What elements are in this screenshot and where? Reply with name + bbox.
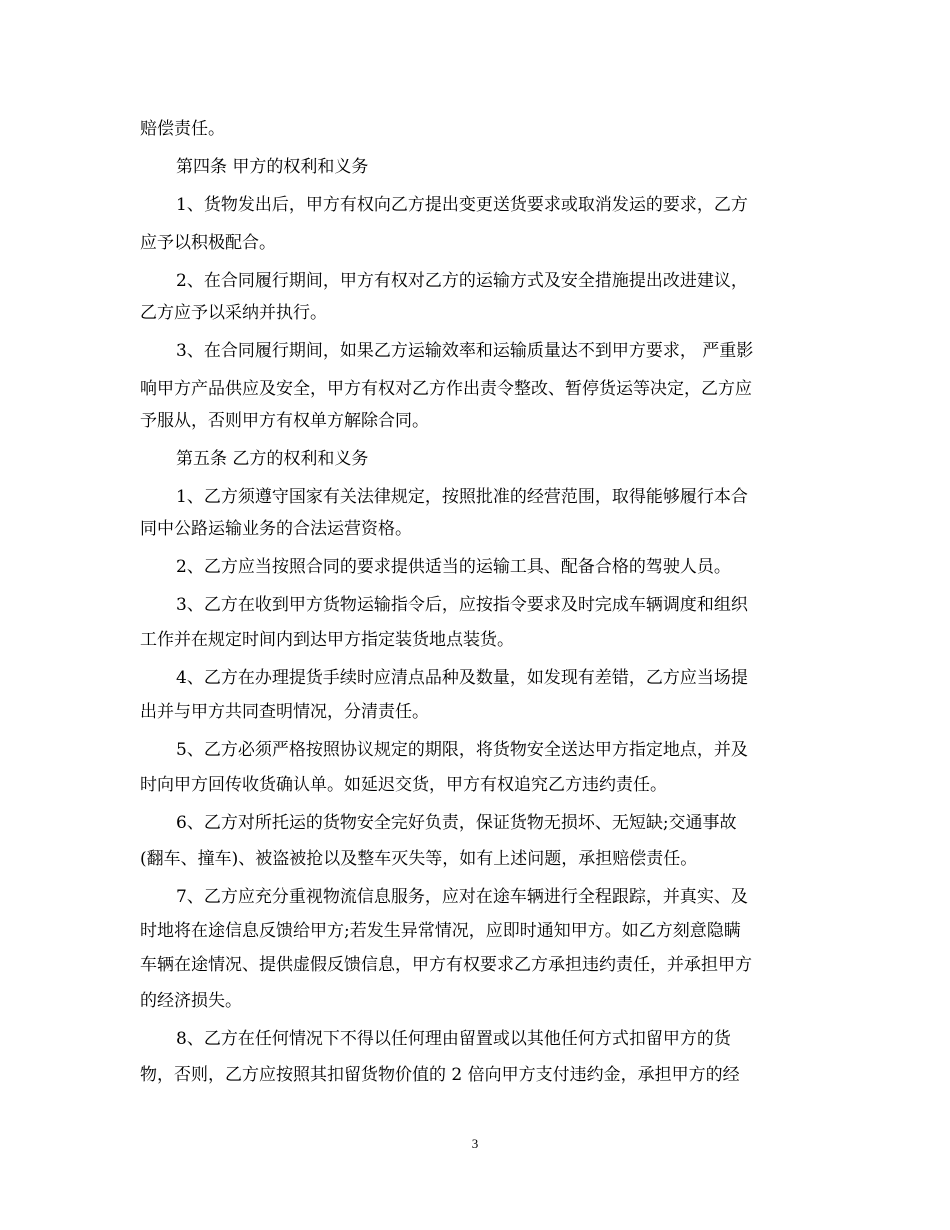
text-line: 时地将在途信息反馈给甲方;若发生异常情况，应即时通知甲方。如乙方刻意隐瞒 [140, 921, 741, 941]
text-line: 的经济损失。 [140, 991, 242, 1011]
section-heading: 第五条 乙方的权利和义务 [176, 449, 369, 469]
text-line: 工作并在规定时间内到达甲方指定装货地点装货。 [140, 630, 514, 650]
text-line: 出并与甲方共同查明情况，分清责任。 [140, 702, 429, 722]
text-line: 响甲方产品供应及安全，甲方有权对乙方作出责令整改、暂停货运等决定，乙方应 [140, 379, 752, 399]
text-line: 物，否则，乙方应按照其扣留货物价值的 2 倍向甲方支付违约金，承担甲方的经 [140, 1065, 740, 1085]
text-line: 车辆在途情况、提供虚假反馈信息，甲方有权要求乙方承担违约责任，并承担甲方 [140, 955, 752, 975]
text-line: 同中公路运输业务的合法运营资格。 [140, 519, 412, 539]
text-line: 1、货物发出后，甲方有权向乙方提出变更送货要求或取消发运的要求，乙方 [176, 195, 748, 215]
text-line: 赔偿责任。 [140, 119, 225, 139]
text-line: 1、乙方须遵守国家有关法律规定，按照批准的经营范围，取得能够履行本合 [176, 487, 748, 507]
text-line: 6、乙方对所托运的货物安全完好负责，保证货物无损坏、无短缺;交通事故 [176, 813, 737, 833]
text-line: 3、乙方在收到甲方货物运输指令后，应按指令要求及时完成车辆调度和组织 [176, 595, 748, 615]
text-line: 应予以积极配合。 [140, 233, 276, 253]
text-line: 5、乙方必须严格按照协议规定的期限，将货物安全送达甲方指定地点，并及 [176, 740, 748, 760]
text-line: 予服从，否则甲方有权单方解除合同。 [140, 411, 429, 431]
page-number: 3 [471, 1136, 479, 1151]
text-line: 3、在合同履行期间，如果乙方运输效率和运输质量达不到甲方要求， 严重影 [176, 341, 754, 361]
text-line: 8、乙方在任何情况下不得以任何理由留置或以其他任何方式扣留甲方的货 [176, 1029, 731, 1049]
text-line: 4、乙方在办理提货手续时应清点品种及数量，如发现有差错，乙方应当场提 [176, 668, 748, 688]
text-line: 乙方应予以采纳并执行。 [140, 303, 327, 323]
text-line: (翻车、撞车)、被盗被抢以及整车灭失等，如有上述问题，承担赔偿责任。 [140, 849, 698, 869]
section-heading: 第四条 甲方的权利和义务 [176, 157, 369, 177]
text-line: 2、在合同履行期间，甲方有权对乙方的运输方式及安全措施提出改进建议， [176, 271, 748, 291]
text-line: 2、乙方应当按照合同的要求提供适当的运输工具、配备合格的驾驶人员。 [176, 557, 731, 577]
text-line: 7、乙方应充分重视物流信息服务，应对在途车辆进行全程跟踪，并真实、及 [176, 887, 748, 907]
text-line: 时向甲方回传收货确认单。如延迟交货，甲方有权追究乙方违约责任。 [140, 775, 667, 795]
